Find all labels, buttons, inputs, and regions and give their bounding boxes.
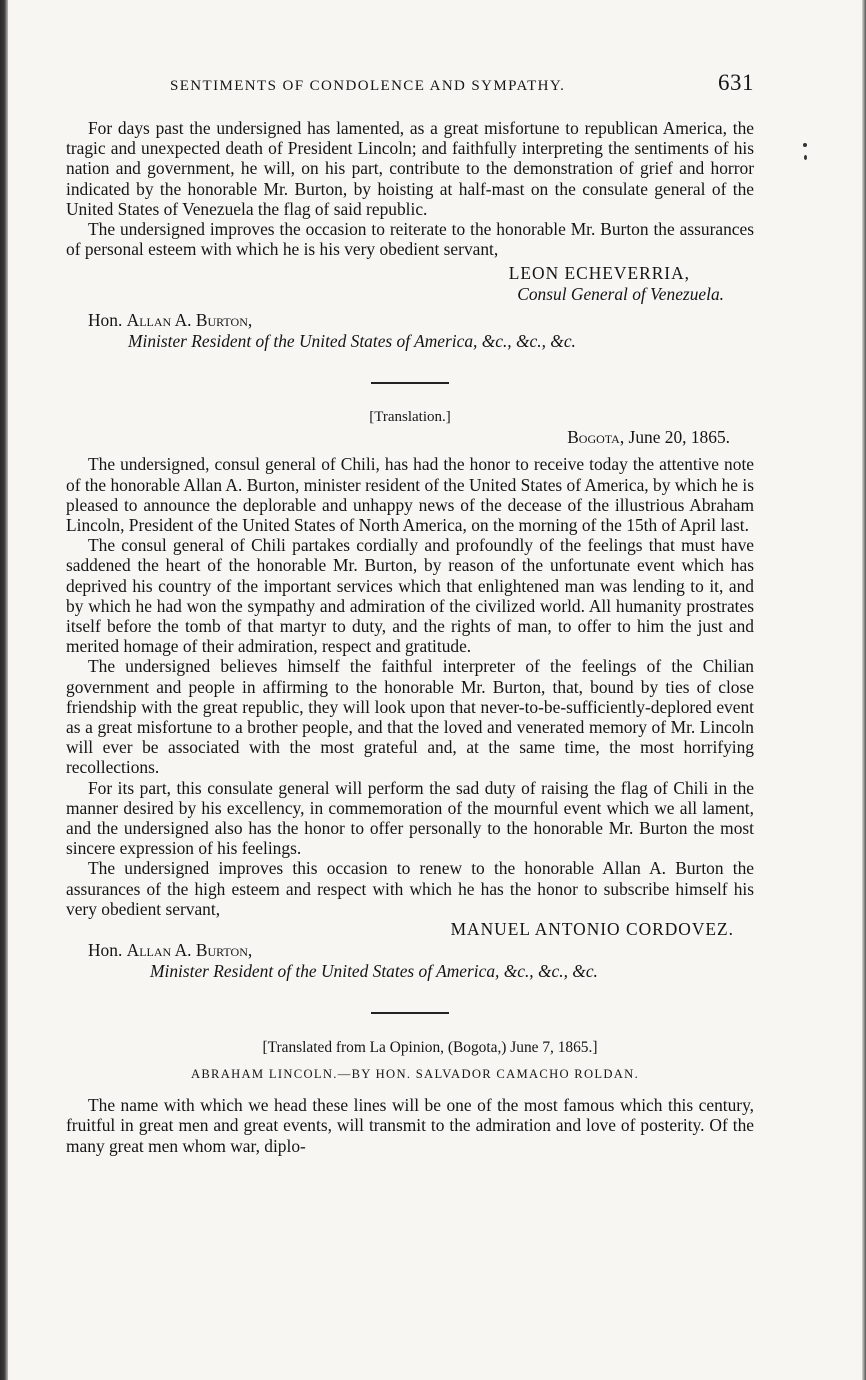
source-note: [Translated from La Opinion, (Bogota,) June 7, 1865.] <box>262 1039 598 1057</box>
addressee-prefix: Hon. <box>88 940 123 961</box>
addressee-prefix: Hon. <box>88 310 123 331</box>
scan-edge-right <box>862 0 866 1380</box>
letter2-addressee <box>88 940 754 961</box>
section-divider <box>371 382 449 384</box>
dateline-place: Bogota, <box>567 427 625 448</box>
section-divider <box>371 1012 449 1014</box>
letter2-paragraph-2: The consul general of Chili partakes cordially and profoundly of the feelings that must have saddened the heart of the honorable Mr. Burton, by reason of the unfortunate event which has deprived his country of the important services which that enlightened man was lending to it, and by which he had won the sympathy and admiration of the civilized world. All humanity prostrates itself before the tomb of that martyr to duty, and the rights of man, to offer to him the just and merited homage of their admiration, respect and gratitude. <box>66 535 754 657</box>
letter2-addressee-role: Minister Resident of the United States of America, &c., &c., &c. <box>150 961 598 982</box>
ink-speck <box>803 143 807 147</box>
letter1-signature-name: LEON ECHEVERRIA, <box>508 263 690 284</box>
letter1-addressee-role: Minister Resident of the United States of America, &c., &c., &c. <box>128 331 576 352</box>
letter2-paragraph-3: The undersigned believes himself the faithful interpreter of the feelings of the Chilian government and people in affirming to the honorable Mr. Burton, that, bound by ties of close friendship with the great republic, they will look upon that never-to-be-sufficiently-deplored event as a great misfortune to a brother people, and that the loved and venerated memory of Mr. Lincoln will ever be associated with the most grateful and, at the same time, the most horrifying recollections. <box>66 656 754 778</box>
letter-chili <box>66 408 754 982</box>
letter1-addressee <box>88 310 754 331</box>
ink-speck <box>804 155 807 160</box>
addressee-name: Allan A. Burton, <box>126 940 253 961</box>
letter2-paragraph-1: The undersigned, consul general of Chili, has had the honor to receive today the attentive note of the honorable Allan A. Burton, minister resident of the United States of America, by which he is pleased to announce the deplorable and unhappy news of the decease of the illustrious Abraham Lincoln, President of the United States of North America, on the morning of the 15th of April last. <box>66 454 754 536</box>
letter2-paragraph-5: The undersigned improves this occasion to renew to the honorable Allan A. Burton the assurances of the high esteem and respect with which he has the honor to subscribe himself his very obedient servant, <box>66 858 754 919</box>
letter1-paragraph-1: For days past the undersigned has lamented, as a great misfortune to republican America, the tragic and unexpected death of President Lincoln; and faithfully interpreting the sentiments of his nation and government, he will, on his part, contribute to the demonstration of grief and horror indicated by the honorable Mr. Burton, by hoisting at half-mast on the consulate general of the United States of Venezuela the flag of said republic. <box>66 118 754 219</box>
letter-venezuela <box>66 118 754 352</box>
article-paragraph: The name with which we head these lines will be one of the most famous which this century, fruitful in great men and great events, will transmit to the admiration and love of posterity. Of the many great men whom war, diplo- <box>66 1095 754 1156</box>
dateline-date: June 20, 1865. <box>628 427 730 448</box>
page-number: 631 <box>718 70 754 95</box>
scan-edge-left <box>0 0 8 1380</box>
running-head-title: SENTIMENTS OF CONDOLENCE AND SYMPATHY. <box>170 78 566 94</box>
running-head <box>66 70 754 96</box>
translation-tag: [Translation.] <box>369 409 451 426</box>
article-section <box>66 1038 754 1156</box>
letter2-paragraph-4: For its part, this consulate general will perform the sad duty of raising the flag of Chili in the manner desired by his excellency, in commemoration of the mournful event which we all lament, and the undersigned also has the honor to offer personally to the honorable Mr. Burton the most sincere expression of his feelings. <box>66 777 754 859</box>
letter2-signature-name: MANUEL ANTONIO CORDOVEZ. <box>450 919 734 940</box>
addressee-name: Allan A. Burton, <box>126 310 253 331</box>
article-heading: ABRAHAM LINCOLN.—BY HON. SALVADOR CAMACHO ROLDAN. <box>190 1067 640 1082</box>
letter1-paragraph-2: The undersigned improves the occasion to reiterate to the honorable Mr. Burton the assurances of personal esteem with which he is his very obedient servant, <box>66 219 754 260</box>
letter1-signature-title: Consul General of Venezuela. <box>517 284 724 305</box>
dateline <box>66 427 730 448</box>
document-page <box>66 70 754 1156</box>
